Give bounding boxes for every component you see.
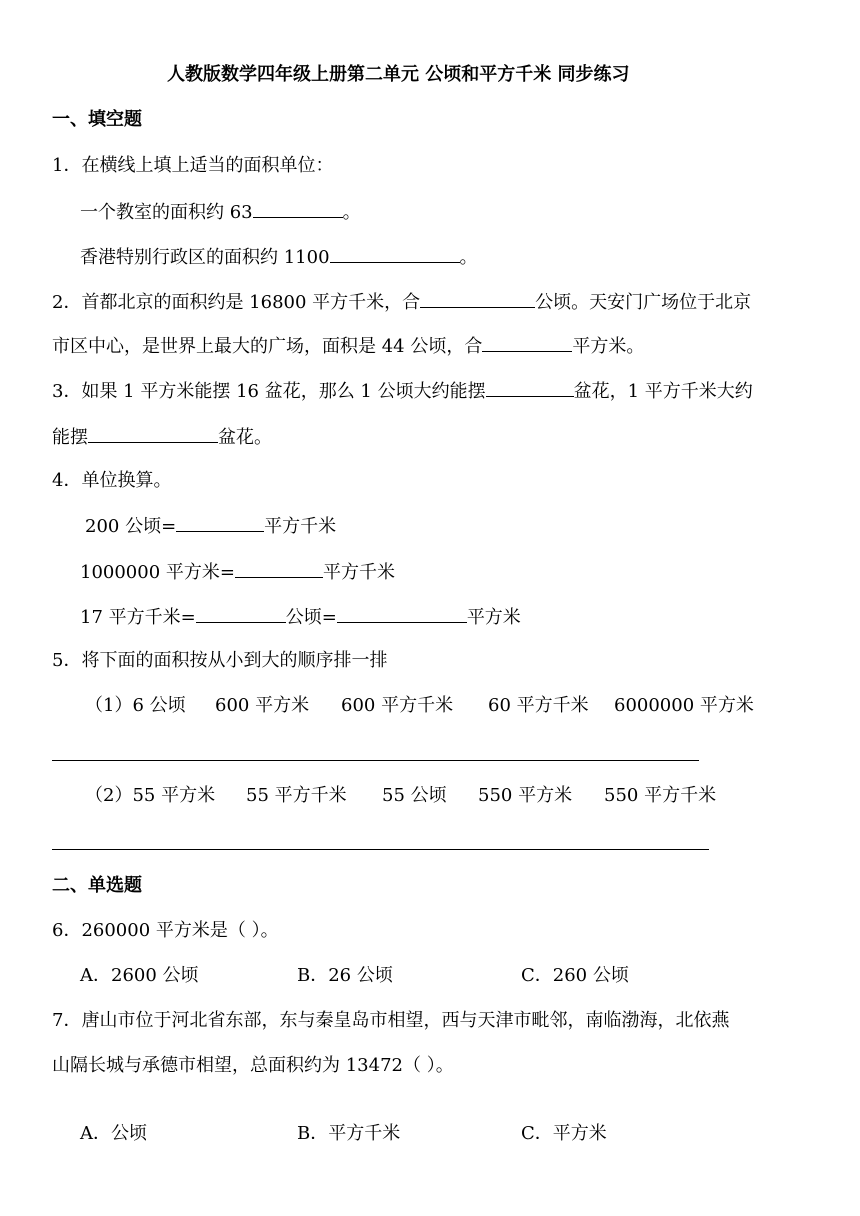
question-6-stem: 6．260000 平方米是（ ）。	[52, 920, 279, 941]
question-3-line-2	[52, 424, 272, 450]
question-5-part-1-item: 6000000 平方米	[614, 695, 754, 716]
question-4-stem: 4．单位换算。	[52, 470, 172, 491]
answer-blank[interactable]	[482, 333, 572, 352]
answer-blank[interactable]	[486, 378, 574, 397]
question-1-item-b-end: 。	[459, 247, 478, 268]
question-1-item-b	[80, 244, 478, 270]
question-5-part-2-item: 550 平方米	[478, 785, 573, 806]
question-3-text-b: 盆花，1 平方千米大约	[573, 381, 753, 402]
answer-line[interactable]	[52, 760, 699, 761]
question-4-item-a	[85, 513, 336, 539]
section-heading-single-choice: 二、单选题	[52, 875, 142, 896]
question-5-part-1-item: 600 平方千米	[341, 695, 454, 716]
question-6-option-b[interactable]: B．26 公顷	[297, 965, 393, 986]
question-7-option-c[interactable]: C．平方米	[521, 1123, 607, 1144]
question-1-stem: 1．在横线上填上适当的面积单位：	[52, 155, 334, 176]
question-6-option-c[interactable]: C．260 公顷	[521, 965, 629, 986]
question-1-item-b-text: 香港特别行政区的面积约 1100	[80, 247, 330, 268]
question-4-item-c-text: 17 平方千米=	[80, 607, 196, 628]
question-4-item-a-unit: 平方千米	[264, 516, 337, 537]
question-7-option-b[interactable]: B．平方千米	[297, 1123, 401, 1144]
question-4-item-c-unit: 平方米	[466, 607, 521, 628]
question-5-part-2-item: （2）55 平方米	[85, 785, 216, 806]
question-1-item-a	[80, 199, 361, 225]
question-5-part-1-item: 600 平方米	[215, 695, 310, 716]
question-6-option-a[interactable]: A．2600 公顷	[80, 965, 199, 986]
question-1-item-a-end: 。	[342, 202, 361, 223]
question-4-item-b	[80, 559, 395, 585]
answer-blank[interactable]	[235, 559, 323, 578]
question-4-item-b-unit: 平方千米	[322, 562, 395, 583]
question-7-option-a[interactable]: A．公顷	[80, 1123, 147, 1144]
answer-line[interactable]	[52, 849, 709, 850]
section-heading-fill-in: 一、填空题	[52, 109, 142, 130]
question-3-text-d: 盆花。	[218, 427, 272, 448]
answer-blank[interactable]	[253, 199, 343, 218]
question-2-line-1	[52, 289, 751, 315]
question-2-text-d: 平方米。	[572, 336, 645, 357]
question-2-line-2	[52, 333, 644, 359]
question-5-part-2-item: 550 平方千米	[604, 785, 717, 806]
answer-blank[interactable]	[330, 244, 460, 263]
question-3-text-a: 3．如果 1 平方米能摆 16 盆花，那么 1 公顷大约能摆	[52, 381, 486, 402]
question-2-text-a: 2．首都北京的面积约是 16800 平方千米，合	[52, 292, 421, 313]
page-title: 人教版数学四年级上册第二单元 公顷和平方千米 同步练习	[167, 64, 630, 85]
answer-blank[interactable]	[337, 604, 467, 623]
question-4-item-c	[80, 604, 521, 630]
answer-blank[interactable]	[176, 513, 264, 532]
question-2-text-b: 公顷。天安门广场位于北京	[535, 292, 752, 313]
question-4-item-b-text: 1000000 平方米=	[80, 562, 235, 583]
question-1-item-a-text: 一个教室的面积约 63	[80, 202, 253, 223]
question-5-stem: 5．将下面的面积按从小到大的顺序排一排	[52, 650, 388, 671]
question-7-line-2: 山隔长城与承德市相望，总面积约为 13472（ ）。	[52, 1055, 454, 1076]
question-3-text-c: 能摆	[52, 427, 88, 448]
question-4-item-a-text: 200 公顷=	[85, 516, 177, 537]
question-2-text-c: 市区中心，是世界上最大的广场，面积是 44 公顷，合	[52, 336, 483, 357]
question-3-line-1	[52, 378, 753, 404]
answer-blank[interactable]	[196, 604, 286, 623]
question-5-part-1-item: （1）6 公顷	[85, 695, 186, 716]
question-5-part-1-item: 60 平方千米	[488, 695, 589, 716]
question-4-item-c-mid: 公顷=	[285, 607, 337, 628]
answer-blank[interactable]	[420, 289, 535, 308]
question-7-line-1: 7．唐山市位于河北省东部，东与秦皇岛市相望，西与天津市毗邻，南临渤海，北依燕	[52, 1010, 730, 1031]
question-5-part-2-item: 55 平方千米	[246, 785, 347, 806]
answer-blank[interactable]	[88, 424, 218, 443]
question-5-part-2-item: 55 公顷	[382, 785, 447, 806]
